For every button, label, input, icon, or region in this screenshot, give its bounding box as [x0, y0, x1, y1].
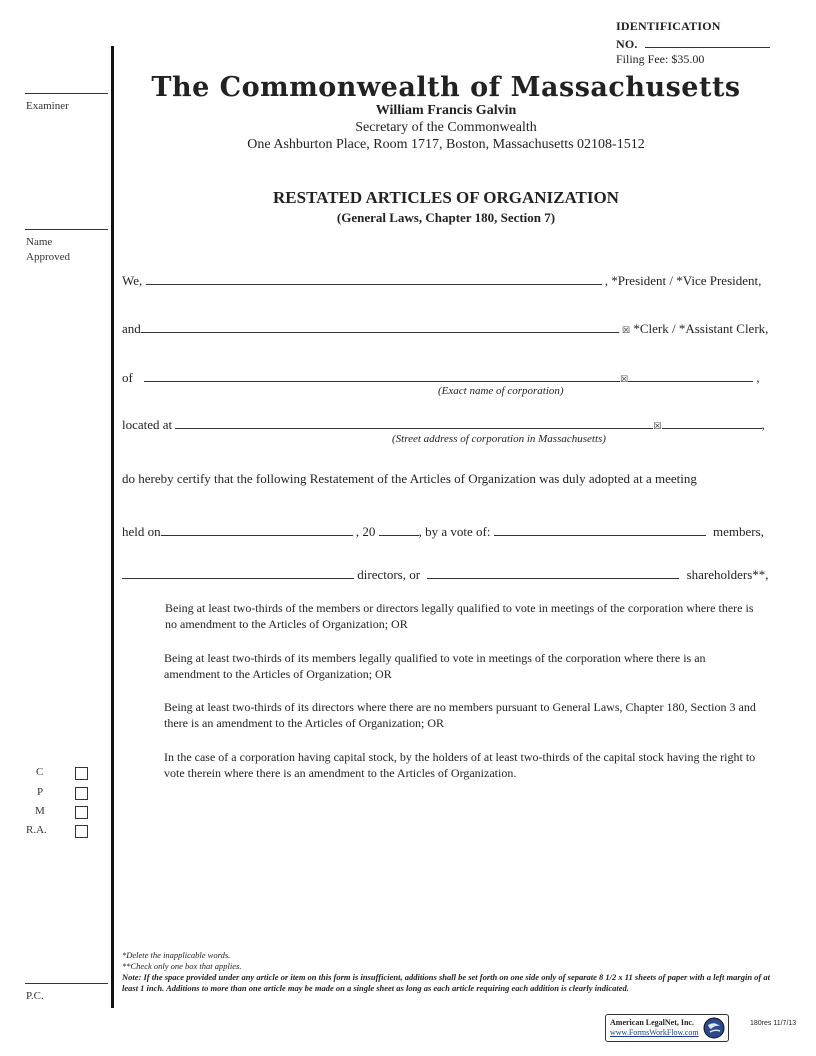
publisher-logo [605, 1014, 729, 1042]
id-no-label: NO. [616, 37, 638, 51]
examiner-label: Examiner [26, 100, 69, 112]
corp-check-mark: ☒ [620, 374, 629, 384]
corporation-name-field-2[interactable] [628, 370, 753, 382]
clerk-label: *Clerk / *Assistant Clerk, [633, 321, 769, 336]
directors-label: directors, or [357, 567, 421, 582]
directors-line [122, 567, 769, 583]
corporation-name-caption: (Exact name of corporation) [438, 385, 564, 397]
held-on-line [122, 524, 764, 540]
option-1: Being at least two-thirds of the members or directors legally qualified to vote in meetings of the corporation where there is no amendment to the Articles of Organization; OR [165, 601, 754, 631]
of-line [122, 370, 760, 386]
name-approved-line[interactable] [25, 229, 108, 230]
name-approved-label-2: Approved [26, 251, 70, 263]
form-subheading: (General Laws, Chapter 180, Section 7) [336, 210, 556, 225]
secretary-address: One Ashburton Place, Room 1717, Boston, Massachusetts 02108-1512 [247, 137, 645, 152]
globe-icon [703, 1017, 725, 1039]
clerk-check-mark: ☒ [622, 325, 631, 335]
street-address-field-2[interactable] [662, 417, 762, 429]
and-label: and [122, 321, 141, 336]
id-no-field[interactable] [645, 47, 770, 48]
held-on-label: held on [122, 524, 161, 539]
members-vote-field[interactable] [494, 524, 706, 536]
checkbox-p[interactable] [75, 787, 88, 800]
check-label-m: M [35, 805, 45, 817]
option-4: In the case of a corporation having capital stock, by the holders of at least two-thirds of the capital stock having the right to vote therein where there is an amendment to the Articles of Organization. [164, 750, 756, 780]
footnotes [122, 950, 772, 994]
of-end: , [756, 370, 760, 385]
checkbox-ra[interactable] [75, 825, 88, 838]
check-label-c: C [36, 766, 44, 778]
located-end: , [761, 417, 765, 432]
year-field[interactable] [379, 524, 419, 536]
located-label: located at [122, 417, 173, 432]
secretary-name: William Francis Galvin [375, 103, 517, 118]
checkbox-m[interactable] [75, 806, 88, 819]
shareholders-label: shareholders**, [686, 567, 769, 582]
address-check-mark: ☒ [653, 421, 662, 431]
name-approved-label-1: Name [26, 236, 53, 248]
meeting-date-field[interactable] [161, 524, 353, 536]
form-heading: RESTATED ARTICLES OF ORGANIZATION [273, 188, 619, 207]
we-line [122, 273, 761, 289]
option-2: Being at least two-thirds of its members legally qualified to vote in meetings of the corporation where there is an amendment to the Articles of Organization; OR [164, 651, 706, 681]
located-line [122, 417, 765, 433]
street-address-field[interactable] [175, 417, 653, 429]
vote-label: , by a vote of: [418, 524, 491, 539]
margin-divider [111, 46, 114, 1008]
president-name-field[interactable] [146, 273, 602, 285]
pc-line[interactable] [25, 983, 108, 984]
identification-label: IDENTIFICATION [616, 19, 721, 33]
street-address-caption: (Street address of corporation in Massachusetts) [392, 433, 606, 445]
note-delete: *Delete the inapplicable words. [122, 950, 231, 960]
certify-text: do hereby certify that the following Restatement of the Articles of Organization was duly adopted at a meeting [122, 471, 697, 486]
checkbox-c[interactable] [75, 767, 88, 780]
commonwealth-title: The Commonwealth of Massachusetts [151, 72, 741, 103]
check-label-ra: R.A. [26, 824, 47, 836]
president-label: , *President / *Vice President, [604, 273, 762, 288]
shareholders-vote-field[interactable] [427, 567, 679, 579]
and-line [122, 321, 768, 337]
pc-label: P.C. [26, 990, 44, 1002]
we-label: We, [122, 273, 143, 288]
note-space: Note: If the space provided under any article or item on this form is insufficient, additions shall be set forth on one side only of separate 8 1/2 x 11 sheets of paper with a left margin of at least 1 inch. Additions to more than one article may be made on a single sheet as long as each article requiring each addition is clearly indicated. [122, 972, 770, 993]
corporation-name-field[interactable] [144, 370, 620, 382]
publisher-name: American LegalNet, Inc. [610, 1018, 694, 1027]
form-code: 180res 11/7/13 [750, 1020, 797, 1027]
note-check: **Check only one box that applies. [122, 961, 242, 971]
year-label: , 20 [355, 524, 376, 539]
directors-vote-field[interactable] [122, 567, 354, 579]
publisher-url[interactable]: www.FormsWorkFlow.com [610, 1028, 699, 1037]
examiner-line[interactable] [25, 93, 108, 94]
of-label: of [122, 370, 133, 385]
members-label: members, [712, 524, 764, 539]
option-3: Being at least two-thirds of its directors where there are no members pursuant to General Laws, Chapter 180, Section 3 and there is an amendment to the Articles of Organization; OR [164, 700, 756, 730]
check-label-p: P [37, 786, 44, 798]
filing-fee: Filing Fee: $35.00 [616, 52, 705, 66]
clerk-name-field[interactable] [141, 321, 619, 333]
secretary-title: Secretary of the Commonwealth [355, 120, 537, 135]
